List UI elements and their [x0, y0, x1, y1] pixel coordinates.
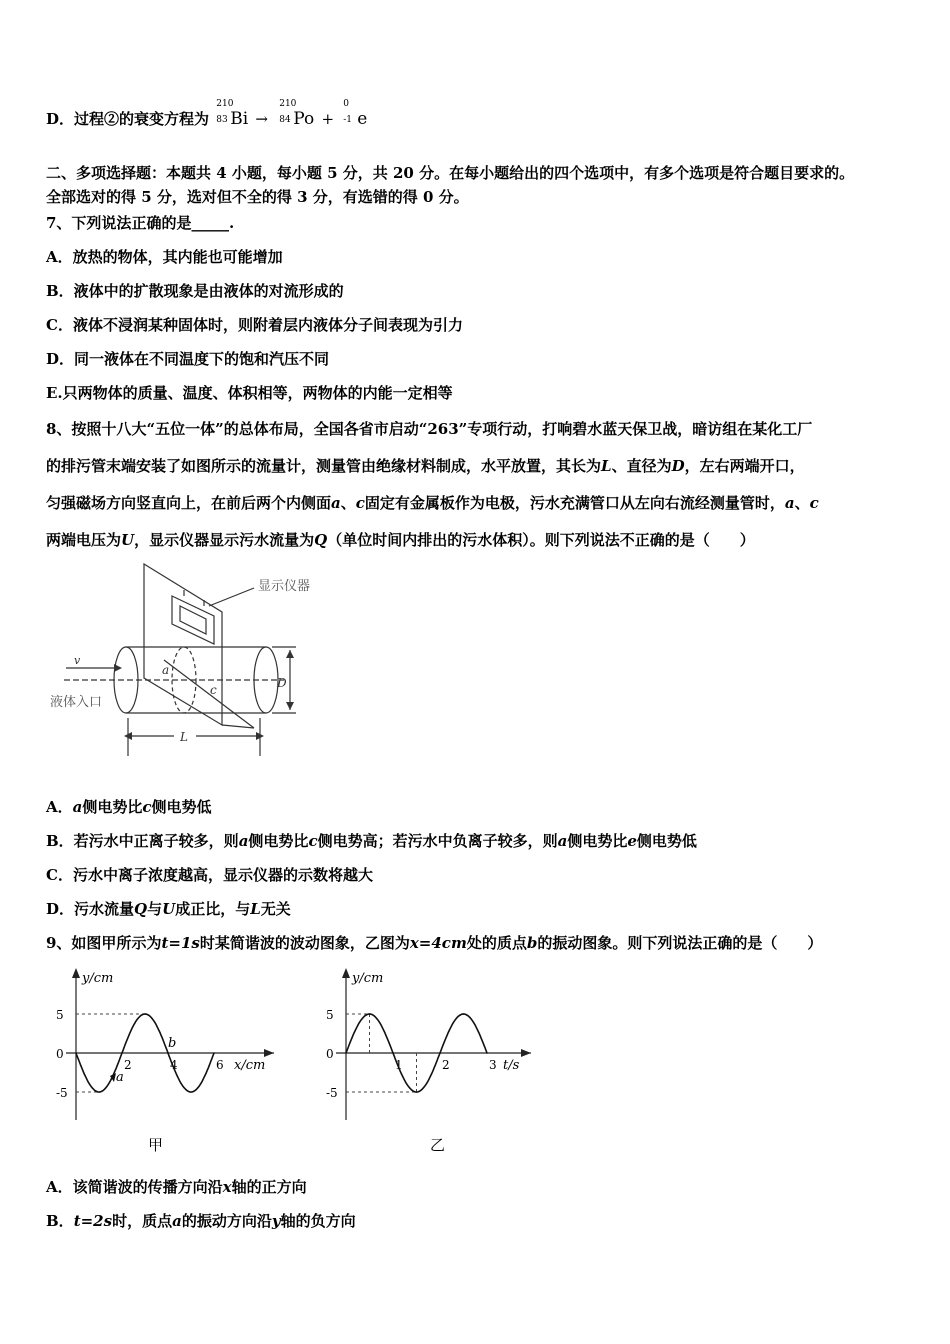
pipe-left-end [114, 647, 138, 713]
y-axis-label: y/cm [82, 971, 114, 986]
data-point [121, 1052, 123, 1054]
x-axis-label: x/cm [234, 1058, 266, 1073]
q7-option-b: B．液体中的扩散现象是由液体的对流形成的 [46, 282, 344, 300]
x-tick-label: 4 [170, 1058, 178, 1072]
chart-title: 甲 [148, 1136, 164, 1154]
q8-option-b: B．若污水中正离子较多，则a侧电势比c侧电势高；若污水中负离子较多，则a侧电势比e侧电势低 [46, 832, 697, 850]
label-liquid-inlet: 液体入口 [50, 695, 103, 710]
section2-line2: 全部选对的得 5 分，选对但不全的得 3 分，有选错的得 0 分。 [46, 188, 469, 206]
x-tick-label: 3 [489, 1058, 497, 1072]
q9-option-a: A．该简谐波的传播方向沿x轴的正方向 [46, 1178, 307, 1196]
flowmeter-figure [44, 560, 311, 765]
y-axis-arrow [72, 968, 80, 978]
y-tick-label: -5 [56, 1086, 68, 1100]
plus: + [321, 110, 335, 128]
chart-title: 乙 [430, 1136, 446, 1154]
y-axis-label: y/cm [352, 971, 384, 986]
q8-stem-line3: 匀强磁场方向竖直向上，在前后两个内侧面a、c固定有金属板作为电极，污水充满管口从左向右流经测量管时，a、c [46, 494, 819, 512]
q8-stem-line2: 的排污管末端安装了如图所示的流量计，测量管由绝缘材料制成，水平放置，其长为L、直径为D，左右两端开口， [46, 457, 805, 475]
x-tick-label: 2 [442, 1058, 450, 1072]
q7-option-a: A．放热的物体，其内能也可能增加 [46, 248, 283, 266]
q7-option-d: D．同一液体在不同温度下的饱和汽压不同 [46, 350, 330, 368]
y-tick-label: 5 [326, 1008, 334, 1022]
data-point [345, 1052, 347, 1054]
label-v: v [74, 654, 81, 667]
magnetic-plane [144, 564, 222, 725]
data-point [213, 1052, 215, 1054]
data-point [486, 1052, 488, 1054]
q8-stem-line1: 8、按照十八大“五位一体”的总体布局，全国各省市启动“263”专项行动，打响碧水蓝天保卫战，暗访组在某化工厂 [46, 420, 813, 438]
data-point [98, 1091, 100, 1093]
data-point [416, 1091, 418, 1093]
q9-option-b: B．t=2s时，质点a的振动方向沿y轴的负方向 [46, 1212, 356, 1230]
q8-stem-line4: 两端电压为U，显示仪器显示污水流量为Q（单位时间内排出的污水体积）。则下列说法不正确的是（ ） [46, 531, 755, 549]
data-point [439, 1052, 441, 1054]
nuclide-e: 0 -1 e [343, 99, 368, 129]
x-axis-arrow [264, 1049, 274, 1057]
y-axis-arrow [342, 968, 350, 978]
x-tick-label: 1 [395, 1058, 403, 1072]
arrow: → [255, 110, 268, 128]
vibration-chart-yi [318, 960, 538, 1154]
x-axis-arrow [521, 1049, 531, 1057]
data-point [463, 1013, 465, 1015]
x-tick-label: 6 [216, 1058, 224, 1072]
x-axis-label: t/s [503, 1058, 520, 1073]
data-point [144, 1013, 146, 1015]
q6-option-d-text: D．过程②的衰变方程为 [46, 110, 210, 128]
section2-line1: 二、多项选择题：本题共 4 小题，每小题 5 分，共 20 分。在每小题给出的四个选项中，有多个选项是符合题目要求的。 [46, 164, 855, 182]
q7-option-e: E.只两物体的质量、温度、体积相等，两物体的内能一定相等 [46, 384, 453, 402]
nuclide-po: 210 84 Po [279, 99, 315, 129]
data-point [190, 1091, 192, 1093]
x-tick-label: 2 [124, 1058, 132, 1072]
q8-option-c: C．污水中离子浓度越高，显示仪器的示数将越大 [46, 866, 373, 884]
y-tick-label: -5 [326, 1086, 338, 1100]
data-point [167, 1052, 169, 1054]
q8-option-d: D．污水流量Q与U成正比，与L无关 [46, 900, 291, 918]
y-tick-label: 0 [326, 1047, 334, 1061]
annotation-b: b [168, 1036, 177, 1051]
annotation-a: a [116, 1070, 124, 1085]
label-D: D [277, 676, 287, 690]
label-a: a [162, 663, 170, 677]
nuclide-bi: 210 83 Bi [216, 99, 249, 129]
q6-option-d [46, 99, 369, 129]
data-point [392, 1052, 394, 1054]
wave-chart-jia [40, 960, 280, 1154]
label-L: L [180, 730, 188, 744]
data-point [75, 1052, 77, 1054]
q7-option-c: C．液体不浸润某种固体时，则附着层内液体分子间表现为引力 [46, 316, 463, 334]
q8-option-a: A．a侧电势比c侧电势低 [46, 798, 212, 816]
y-tick-label: 0 [56, 1047, 64, 1061]
data-point [369, 1013, 371, 1015]
q9-stem: 9、如图甲所示为t=1s时某简谐波的波动图象，乙图为x=4cm处的质点b的振动图象。则下列说法正确的是（ ） [46, 934, 823, 952]
label-c: c [210, 683, 217, 697]
label-display-device: 显示仪器 [258, 579, 311, 594]
y-tick-label: 5 [56, 1008, 64, 1022]
q7-stem: 7、下列说法正确的是_____. [46, 214, 235, 232]
